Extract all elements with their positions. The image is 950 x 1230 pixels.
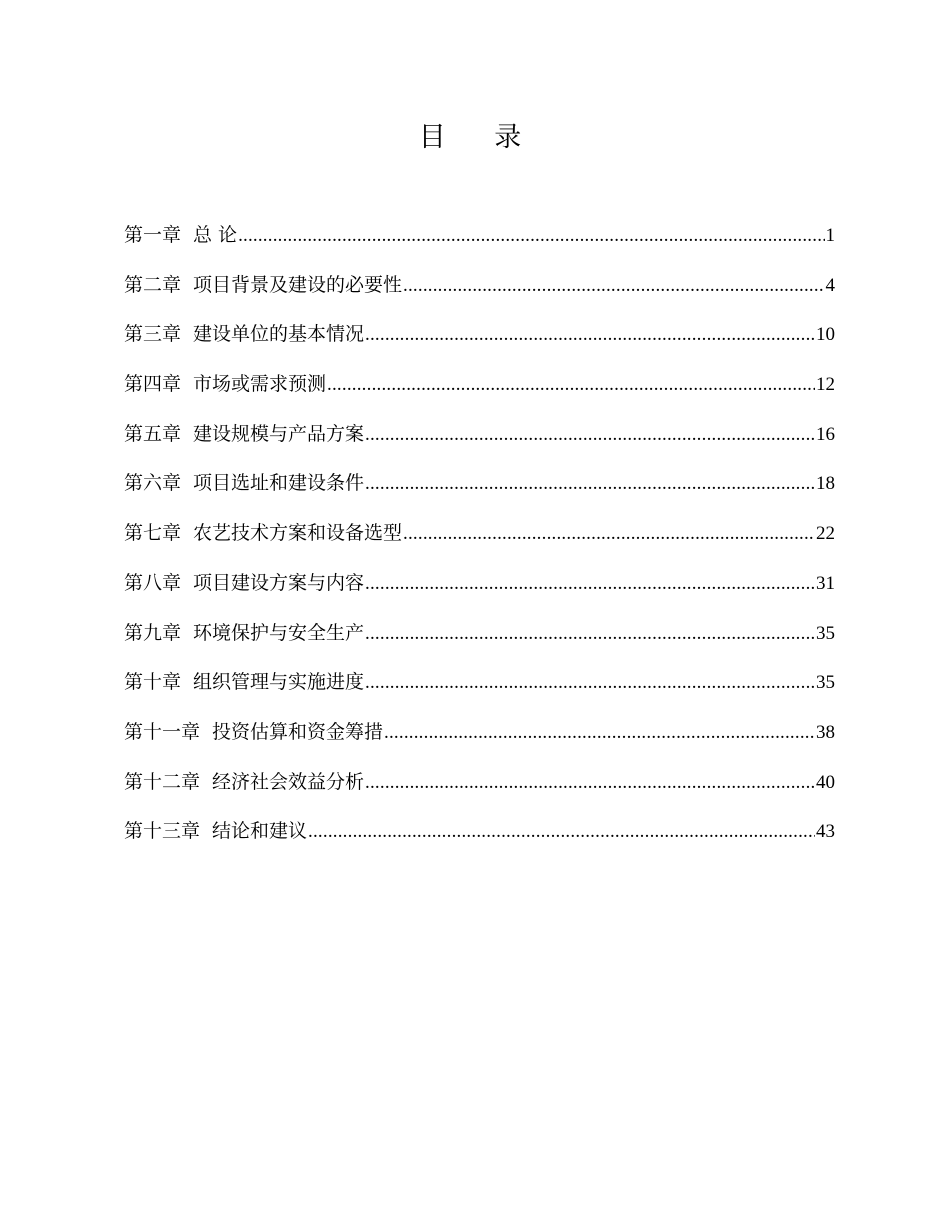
toc-dot-leader bbox=[327, 365, 815, 405]
toc-chapter-number: 第十章 bbox=[124, 671, 182, 694]
toc-chapter-title: 项目背景及建设的必要性 bbox=[193, 273, 403, 296]
toc-dot-leader bbox=[238, 216, 824, 256]
toc-entry[interactable] bbox=[124, 662, 835, 712]
toc-page-number: 10 bbox=[816, 324, 835, 346]
toc-chapter-title: 投资估算和资金筹措 bbox=[212, 720, 384, 743]
toc-page-number: 18 bbox=[816, 473, 835, 495]
toc-title: 目 录 bbox=[418, 122, 542, 153]
toc-chapter-number: 第四章 bbox=[124, 373, 182, 396]
toc-chapter-title: 建设单位的基本情况 bbox=[193, 323, 365, 346]
toc-entry[interactable] bbox=[124, 364, 835, 414]
toc-chapter-title: 项目建设方案与内容 bbox=[193, 571, 365, 594]
toc-chapter-title: 总 论 bbox=[193, 224, 238, 246]
toc-chapter-title: 组织管理与实施进度 bbox=[193, 671, 365, 694]
toc-chapter-number: 第三章 bbox=[124, 323, 182, 346]
toc-page-number: 35 bbox=[816, 622, 835, 644]
toc-chapter-number: 第十二章 bbox=[124, 770, 201, 793]
toc-entry[interactable] bbox=[124, 513, 835, 563]
toc-chapter-title: 经济社会效益分析 bbox=[212, 770, 365, 793]
toc-chapter-title: 项目选址和建设条件 bbox=[193, 472, 365, 495]
toc-page-number: 31 bbox=[816, 572, 835, 594]
toc-entry[interactable] bbox=[124, 762, 835, 812]
toc-chapter-title: 市场或需求预测 bbox=[193, 373, 327, 396]
toc-dot-leader bbox=[384, 713, 815, 753]
toc-entry[interactable] bbox=[124, 563, 835, 613]
toc-entry[interactable] bbox=[124, 811, 835, 861]
toc-entry[interactable] bbox=[124, 613, 835, 663]
toc-page-number: 16 bbox=[816, 423, 835, 445]
toc-dot-leader bbox=[403, 514, 815, 554]
toc-page-number: 38 bbox=[816, 721, 835, 743]
toc-dot-leader bbox=[365, 464, 815, 504]
toc-dot-leader bbox=[308, 812, 815, 852]
toc-chapter-number: 第十三章 bbox=[124, 820, 201, 843]
toc-entry[interactable] bbox=[124, 414, 835, 464]
toc-chapter-number: 第八章 bbox=[124, 571, 182, 594]
toc-chapter-title: 环境保护与安全生产 bbox=[193, 621, 365, 644]
toc-chapter-number: 第一章 bbox=[124, 224, 182, 246]
toc-chapter-number: 第十一章 bbox=[124, 720, 201, 743]
toc-chapter-number: 第二章 bbox=[124, 273, 182, 296]
toc-page-number: 40 bbox=[816, 771, 835, 793]
toc-page-number: 43 bbox=[816, 821, 835, 843]
toc-dot-leader bbox=[365, 763, 815, 803]
toc-page-number: 22 bbox=[816, 523, 835, 545]
toc-dot-leader bbox=[365, 614, 815, 654]
toc-chapter-number: 第九章 bbox=[124, 621, 182, 644]
toc-dot-leader bbox=[365, 315, 815, 355]
toc-chapter-number: 第七章 bbox=[124, 522, 182, 545]
toc-chapter-number: 第六章 bbox=[124, 472, 182, 495]
toc-entry[interactable] bbox=[124, 712, 835, 762]
toc-chapter-title: 结论和建议 bbox=[212, 820, 308, 843]
toc-entry[interactable] bbox=[124, 215, 835, 265]
toc-dot-leader bbox=[365, 564, 815, 604]
toc-entry[interactable] bbox=[124, 265, 835, 315]
toc-chapter-number: 第五章 bbox=[124, 422, 182, 445]
toc-dot-leader bbox=[403, 266, 824, 306]
toc-chapter-title: 农艺技术方案和设备选型 bbox=[193, 522, 403, 545]
toc-page-number: 1 bbox=[825, 225, 835, 246]
toc-list bbox=[124, 215, 835, 861]
toc-entry[interactable] bbox=[124, 463, 835, 513]
toc-dot-leader bbox=[365, 415, 815, 455]
toc-page-number: 35 bbox=[816, 672, 835, 694]
toc-page-number: 12 bbox=[816, 374, 835, 396]
toc-chapter-title: 建设规模与产品方案 bbox=[193, 422, 365, 445]
toc-page-number: 4 bbox=[825, 274, 835, 296]
toc-dot-leader bbox=[365, 663, 815, 703]
toc-entry[interactable] bbox=[124, 314, 835, 364]
